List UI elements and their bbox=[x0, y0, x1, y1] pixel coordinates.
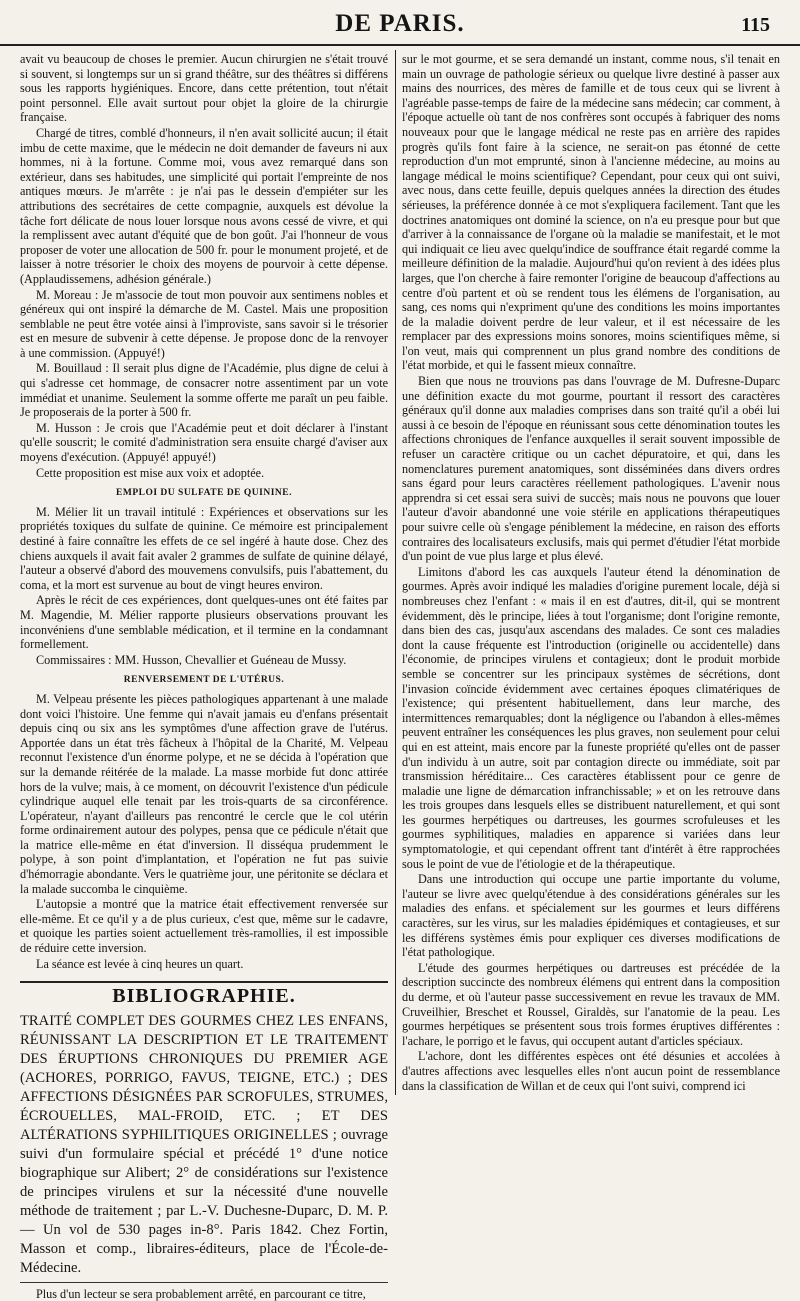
paragraph: La séance est levée à cinq heures un quart. bbox=[36, 956, 244, 971]
page-number: 115 bbox=[741, 14, 770, 36]
paragraph: L'autopsie a montré que la matrice était effectivement renversée sur elle-même. Et ce qu'il y a de plus curieux, c'est que, même sur le cadavre, et quoique les parties soient actuellement très-ramollies, il est impossible de réduire cette inversion. bbox=[20, 897, 388, 956]
paragraph: Après le récit de ces expériences, dont quelques-unes ont été faites par M. Magendie, M. Mélier rapporte plusieurs observations prouvant les inconvéniens d'une semblable médication, et il termine en la condamnant formellement. bbox=[20, 593, 388, 652]
paragraph: avait vu beaucoup de choses le premier. Aucun chirurgien ne s'était trouvé si souvent, si longtemps sur un si grand théâtre, sur des théâtres si différens sous les rapports hygiéniques. Encore, dans cette prétention, tout n'était point personnel. Elle avait surtout pour objet la gloire de la chirurgie française. bbox=[20, 52, 388, 125]
paragraph: M. Moreau : Je m'associe de tout mon pouvoir aux sentimens nobles et généreux qui ont inspiré la démarche de M. Castel. Mais une proposition semblable ne peut être votée ainsi à l'improviste, sans savoir si le trésorier est en mesure de subvenir à cette dépense. Je propose donc de la renvoyer à une commission. (Appuyé!) bbox=[20, 287, 388, 360]
paragraph: Commissaires : MM. Husson, Chevallier et Guéneau de Mussy. bbox=[36, 652, 347, 667]
paragraph: M. Mélier lit un travail intitulé : Expériences et observations sur les propriétés toxiques du sulfate de quinine. Ce mémoire est principalement destiné à faire connaître les effets de ce sel ingéré à haute dose. Chez des chiens auxquels il avait fait avaler 2 grammes de sulfate de quinine délayé, l'auteur a observé d'abord des mouvemens convulsifs, puis l'abattement, du coma, et la mort est survenue au bout de vingt heures environ. bbox=[20, 504, 388, 592]
paragraph: Dans une introduction qui occupe une partie importante du volume, l'auteur se livre avec quelqu'étendue à des considérations générales sur les maladies des enfans. et spécialement sur les gourmes et leurs différens caractères, sur les virus, sur les maladies épidémiques et contagieuses, et sur les différens systèmes émis pour expliquer ces diverses modifications de l'état pathologique. bbox=[402, 872, 780, 960]
paragraph: Chargé de titres, comblé d'honneurs, il n'en avait sollicité aucun; il était imbu de cette maxime, que le médecin ne doit demander de faveurs ni aux hommes, ni à la fortune. Comme moi, vous avez remarqué dans son extérieur, dans ses habitudes, une simplicité qui portait l'empreinte de nos antiques mœurs. Je m'arrête : je n'ai pas le dessein d'empiéter sur les attributions des secrétaires de cette compagnie, auxquels est dévolue la tâche fort délicate de nous louer lorsque nous avons cessé de vivre, et qui la remplissent avec autant d'équité que de bon goût. J'ai l'honneur de vous proposer de voter une allocation de 500 fr. pour le monument projeté, et de laisser à notre trésorier le choix des moyens de pourvoir à cette dépense. (Applaudissemens, adhésion générale.) bbox=[20, 125, 388, 286]
paragraph: L'étude des gourmes herpétiques ou dartreuses est précédée de la description succincte des nombreux élémens qui entrent dans la composition du derme, et où l'auteur passe successivement en revue les travaux de MM. Cruveilhier, Breschet et Roussel, Giraldès, sur l'anatomie de la peau. Les gourmes herpétiques se présentent sous trois formes éruptives différentes : l'achare, le porrigo et le favus, qui occupent autant d'articles spéciaux. bbox=[402, 960, 780, 1048]
section-heading: EMPLOI DU SULFATE DE QUININE. bbox=[116, 488, 292, 499]
paragraph: sur le mot gourme, et se sera demandé un instant, comme nous, s'il tenait en main un ouvrage de pathologie sérieux ou quelque livre destiné à passer aux mains des nourrices, des mères de famille et de tous ceux qui se livrent à l'agréable passe-temps de faire de la médecine sans médecin; car comment, à l'époque actuelle où tant de nos confrères sont occupés à fabriquer des noms nouveaux pour que le langage médical ne reste pas en arrière des rapides progrès qu'ils font faire à la science, ne serait-on pas étonné de cette reproduction d'un mot emprunté, sinon à l'ancienne médecine, au moins au langage médical le moins scientifique? Cependant, pour ceux qui ont suivi, avec nous, dans cette feuille, depuis quelques années la direction des études sérieuses, la préférence donnée à ce mot s'expliquera facilement. Tant que les doctrines anatomiques ont dominé la science, on n'a eu presque pour but que d'arriver à la connaissance de l'organe où la maladie se manifestait, et le mot qui indiquait ce lieu avec quelqu'indice de souffrance était regardé comme la meilleure définition de la maladie. Aujourd'hui qu'on revient à des idées plus larges, que l'on cherche à faire remonter l'origine de beaucoup d'affections au centre d'où partent et où se rendent tous les élémens de l'organisation, au sang, ces noms qui n'expriment qu'une des conditions les moins importantes de la maladie doivent perdre de leur valeur, et il est nécessaire de les remplacer par des expressions moins sonores, moins scientifiques même, si l'on veut, mais qui comprennent un plus grand nombre des conditions de l'état morbide, et qui le fassent mieux connaître. bbox=[402, 52, 780, 373]
separator bbox=[20, 1282, 388, 1283]
paragraph: Cette proposition est mise aux voix et adoptée. bbox=[36, 465, 265, 480]
book-title: TRAITÉ COMPLET DES GOURMES CHEZ LES ENFANS, RÉUNISSANT LA DESCRIPTION ET LE TRAITEMENT DES ÉRUPTIONS CHRONIQUES DU PREMIER AGE (ACHORES, PORRIGO, FAVUS, TEIGNE, ETC.) ; DES AFFECTIONS DÉSIGNÉES PAR SCROFULES, STRUMES, ÉCROUELLES, MAL-FROID, ETC. ; ET DES ALTÉRATIONS SYPHILITIQUES ORIGINELLES ; ouvrage suivi d'un formulaire spécial et précédé 1° d'une notice biographique sur Alibert; 2° de considérations sur l'existence de principes virulens et sur la nécessité d'une nouvelle méthode de traitement ; par L.-V. Duchesne-Duparc, D. M. P. — Un vol de 530 pages in-8°. Paris 1842. Chez Fortin, Masson et comp., libraires-éditeurs, place de l'École-de-Médecine. bbox=[20, 1012, 388, 1276]
left-column bbox=[20, 52, 388, 1301]
paragraph: Plus d'un lecteur se sera probablement arrêté, en parcourant ce titre, bbox=[36, 1286, 366, 1301]
paragraph: M. Husson : Je crois que l'Académie peut et doit déclarer à l'instant qu'elle souscrit; le comité d'administration sera ensuite chargé d'aviser aux moyens d'exécution. (Appuyé! appuyé!) bbox=[20, 420, 388, 465]
right-column bbox=[402, 52, 780, 1092]
paragraph: Limitons d'abord les cas auxquels l'auteur étend la dénomination de gourmes. Après avoir indiqué les maladies d'origine purement locale, déjà si nombreuses chez l'enfant : « mais il en est d'autres, dit-il, qui se montrent évidemment, dès le principe, liées à tout l'organisme; dont l'origine remonte, dans bien des cas, jusqu'aux ascendans des malades. Ce sont ces maladies dont la cause fréquente est l'introduction (originelle ou accidentelle) dans l'économie, de principes virulens et contagieux; dont le produit morbide semble se concentrer sur les principaux systèmes de sécrétions, dont l'invasion coïncide évidemment avec certaines époques climatériques de l'existence; qui présentent habituellement, dans leur marche, des intermittences remarquables; dont la négligence ou l'abandon à elles-mêmes peuvent entraîner les conséquences les plus graves, non seulement pour celui qui en est atteint, mais encore par la funeste propriété qu'elles ont de passer d'un individu à un autre, soit par contagion directe ou immédiate, soit par transmission héréditaire... Ces caractères établissent pour ce genre de maladie une ligne de démarcation infranchissable; » et on les retrouve dans les trois groupes dans lesquels elles se distribuent naturellement, et qui sont les gourmes herpétiques ou dartreuses, les gourmes scrofuleuses et les gourmes syphilitiques, maladies en apparence si variées dans leur symptomatologie, et qui cependant offrent tant d'intérêt à être rapprochées sous le point de vue de l'étiologie et de la thérapeutique. bbox=[402, 564, 780, 871]
page-header bbox=[0, 0, 800, 46]
paragraph: L'achore, dont les différentes espèces ont été désunies et accolées à d'autres affections avec lesquelles elles n'ont aucun point de ressemblance dans la classification de Willan et de ceux qui l'ont suivi, comprend ici bbox=[402, 1049, 780, 1093]
paragraph: M. Bouillaud : Il serait plus digne de l'Académie, plus digne de celui à qui s'adresse cet hommage, de consacrer notre assentiment par un vote immédiat et unanime. Seulement la somme offerte me paraît un peu faible. Je proposerais de la porter à 500 fr. bbox=[20, 361, 388, 420]
paragraph: M. Velpeau présente les pièces pathologiques appartenant à une malade dont voici l'histoire. Une femme qui n'avait jamais eu d'enfans présentait depuis cinq ou six ans les symptômes d'une affection grave de l'utérus. Apportée dans un état très fâcheux à l'hôpital de la Charité, M. Velpeau reconnut l'existence d'un énorme polype, et ne se décida à l'opération que sur la demande réitérée de la malade. La masse morbide fut donc attirée hors de la vulve; mais, à ce moment, on découvrit l'existence d'un pédicule cylindrique auquel elle tenait par les trois-quarts de sa circonférence. L'opérateur, n'ayant d'ailleurs pas rencontré le cercle que le col utérin forme ordinairement autour des polypes, pensa que ce pédicule n'était que la matrice elle-même en état d'inversion. Il disséqua prudemment le polype, à son point d'implantation, et l'opération ne fut pas suivie d'hémorragie abondante. Vers le quatrième jour, une péritonite se déclara et la malade succomba le cinquième. bbox=[20, 691, 388, 896]
paragraph: Bien que nous ne trouvions pas dans l'ouvrage de M. Dufresne-Duparc une définition exacte du mot gourme, pourtant il ressort des caractères généraux qu'il donne aux maladies comprises dans son traité qu'il a obéi lui aussi à ce besoin de l'époque en réunissant sous cette dénomination toutes les affections chroniques de l'enfance auxquelles il serait souvent impossible de refuser un caractère critique ou un cachet dépuratoire, et qui, dans les nomenclatures purement anatomiques, sont disséminées dans divers ordres sans égard pour leurs caractères réellement pathologiques. L'avenir nous apprendra si cet essai sera suivi de succès; mais nous ne pouvons que louer l'auteur d'avoir abandonné une voie stérile en applications thérapeutiques pour suivre celle où s'engage péniblement la médecine, en raison des efforts contraires des localisateurs exclusifs, mais qui permet d'étudier l'état morbide d'un point de vue plus large et plus élevé. bbox=[402, 374, 780, 564]
section-heading: RENVERSEMENT DE L'UTÉRUS. bbox=[123, 675, 285, 686]
masthead-title: DE PARIS. bbox=[335, 10, 465, 37]
bibliography-heading: BIBLIOGRAPHIE. bbox=[20, 981, 388, 1004]
column-divider bbox=[395, 50, 396, 1095]
